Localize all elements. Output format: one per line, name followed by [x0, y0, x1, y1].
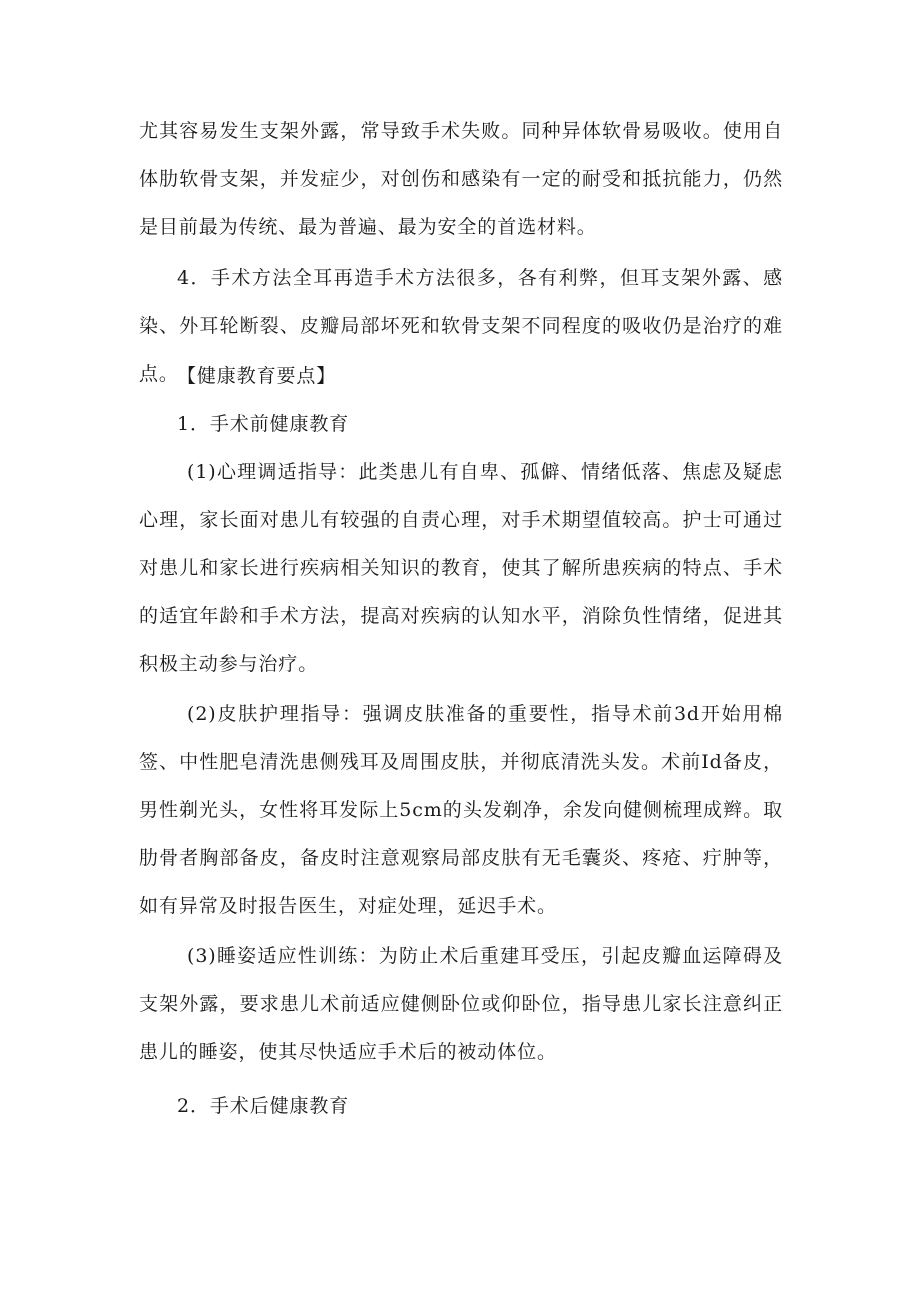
paragraph-psychological-guidance: (1)心理调适指导：此类患儿有自卑、孤僻、情绪低落、焦虑及疑虑心理，家长面对患儿有较强的自责心理，对手术期望值较高。护士可通过对患儿和家长进行疾病相关知识的教育，使其了解所患疾病的特点、手术的适宜年龄和手术方法，提高对疾病的认知水平，消除负性情绪，促进其积极主动参与治疗。	[139, 461, 783, 675]
paragraph-skin-care-guidance: (2)皮肤护理指导：强调皮肤准备的重要性，指导术前3d开始用棉签、中性肥皂清洗患侧残耳及周围皮肤，并彻底清洗头发。术前Id备皮，男性剃光头，女性将耳发际上5cm的头发剃净，余发向健侧梳理成辫。取肋骨者胸部备皮，备皮时注意观察局部皮肤有无毛囊炎、疼疮、疔肿等，如有异常及时报告医生，对症处理，延迟手术。	[139, 703, 783, 917]
sub-heading-postop: 2．手术后健康教育	[177, 1095, 350, 1117]
paragraph-sleep-posture-training: (3)睡姿适应性训练：为防止术后重建耳受压，引起皮瓣血运障碍及支架外露，要求患儿术前适应健侧卧位或仰卧位，指导患儿家长注意纠正患儿的睡姿，使其尽快适应手术后的被动体位。	[139, 945, 783, 1063]
section-heading: 【健康教育要点】	[177, 365, 337, 387]
paragraph-continuation: 尤其容易发生支架外露，常导致手术失败。同种异体软骨易吸收。使用自体肋软骨支架，并发症少，对创伤和感染有一定的耐受和抵抗能力，仍然是目前最为传统、最为普遍、最为安全的首选材料。	[139, 120, 783, 238]
sub-heading-preop: 1．手术前健康教育	[177, 413, 350, 435]
paragraph-item-4: 4．手术方法全耳再造手术方法很多，各有利弊，但耳支架外露、感染、外耳轮断裂、皮瓣局部坏死和软骨支架不同程度的吸收仍是治疗的难点。	[139, 267, 783, 385]
